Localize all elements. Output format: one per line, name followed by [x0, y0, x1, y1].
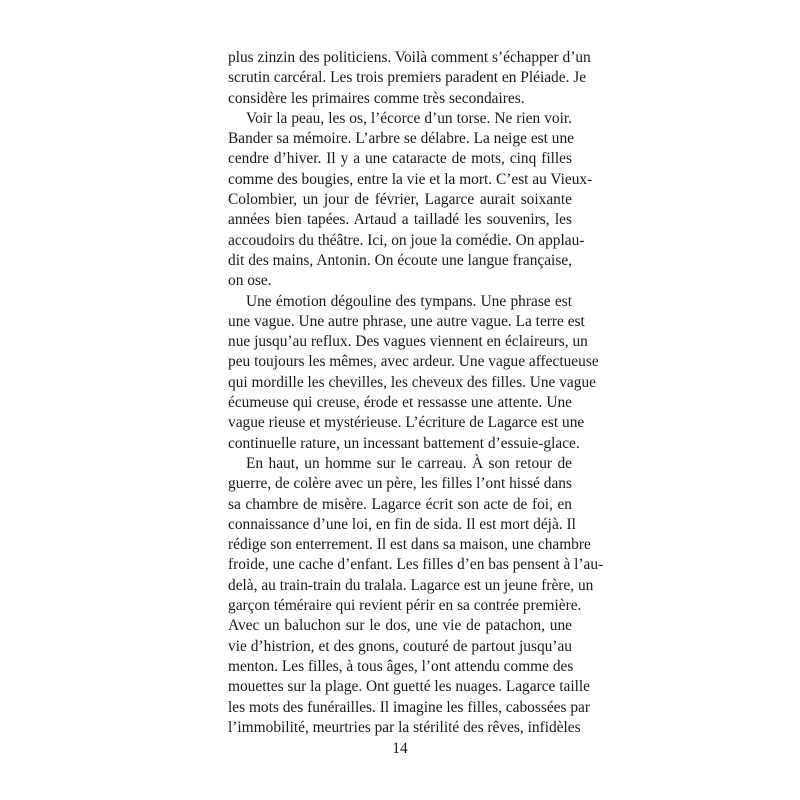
- paragraph-1: [228, 48, 591, 109]
- text-line: écumeuse qui creuse, érode et ressasse une attente. Une: [228, 394, 572, 412]
- text-line: froide, une cache d’enfant. Les filles d’en bas pensent à l’au-: [228, 556, 604, 574]
- page-number: 14: [392, 740, 408, 757]
- text-line: une vague. Une autre phrase, une autre vague. La terre est: [228, 312, 585, 330]
- text-line: vie d’histrion, et des gnons, couturé de partout jusqu’au: [228, 637, 572, 655]
- text-line: menton. Les filles, à tous âges, l’ont attendu comme des: [228, 657, 574, 675]
- text-line: les mots des funérailles. Il imagine les filles, cabossées par: [228, 698, 591, 716]
- paragraph-2: [228, 109, 593, 292]
- text-line: scrutin carcéral. Les trois premiers paradent en Pléiade. Je: [228, 69, 587, 87]
- text-line: vague rieuse et mystérieuse. L’écriture de Lagarce est une: [228, 414, 585, 432]
- body-text: [228, 48, 604, 738]
- text-line: rédige son enterrement. Il est dans sa maison, une chambre: [228, 536, 591, 554]
- text-line: continuelle rature, un incessant battement d’essuie-glace.: [228, 434, 580, 452]
- text-line: années bien tapées. Artaud a tailladé les souvenirs, les: [228, 211, 572, 229]
- text-line: comme des bougies, entre la vie et la mort. C’est au Vieux-: [228, 170, 593, 188]
- text-line: plus zinzin des politiciens. Voilà comment s’échapper d’un: [228, 49, 591, 66]
- text-line: Colombier, un jour de février, Lagarce aurait soixante: [228, 191, 572, 209]
- text-line: En haut, un homme sur le carreau. À son retour de: [246, 454, 572, 472]
- text-line: connaissance d’une loi, en fin de sida. Il est mort déjà. Il: [228, 515, 576, 533]
- text-line: considère les primaires comme très secondaires.: [228, 89, 525, 107]
- text-line: Une émotion dégouline des tympans. Une phrase est: [246, 292, 572, 310]
- text-line: l’immobilité, meurtries par la stérilité des rêves, infidèles: [228, 718, 581, 736]
- text-line: dit des mains, Antonin. On écoute une langue française,: [228, 251, 572, 269]
- text-line: sa chambre de misère. Lagarce écrit son acte de foi, en: [228, 495, 572, 513]
- text-line: peu toujours les mêmes, avec ardeur. Une vague affectueuse: [228, 353, 599, 371]
- text-line: mouettes sur la plage. Ont guetté les nuages. Lagarce taille: [228, 678, 590, 696]
- text-line: Bander sa mémoire. L’arbre se délabre. La neige est une: [228, 130, 574, 148]
- text-line: garçon téméraire qui revient périr en sa contrée première.: [228, 597, 582, 615]
- text-line: guerre, de colère avec un père, les filles l’ont hissé dans: [228, 475, 572, 493]
- text-line: accoudoirs du théâtre. Ici, on joue la comédie. On applau-: [228, 231, 585, 249]
- text-line: on ose.: [228, 272, 272, 290]
- text-line: delà, au train-train du tralala. Lagarce est un jeune frère, un: [228, 576, 594, 594]
- paragraph-4: [228, 454, 604, 738]
- text-line: Avec un baluchon sur le dos, une vie de patachon, une: [228, 617, 572, 635]
- text-line: Voir la peau, les os, l’écorce d’un torse. Ne rien voir.: [246, 109, 572, 127]
- text-line: cendre d’hiver. Il y a une cataracte de mots, cinq filles: [228, 150, 572, 168]
- paragraph-3: [228, 292, 599, 454]
- text-line: nue jusqu’au reflux. Des vagues viennent en éclaireurs, un: [228, 333, 588, 351]
- text-line: qui mordille les chevilles, les cheveux des filles. Une vague: [228, 373, 596, 391]
